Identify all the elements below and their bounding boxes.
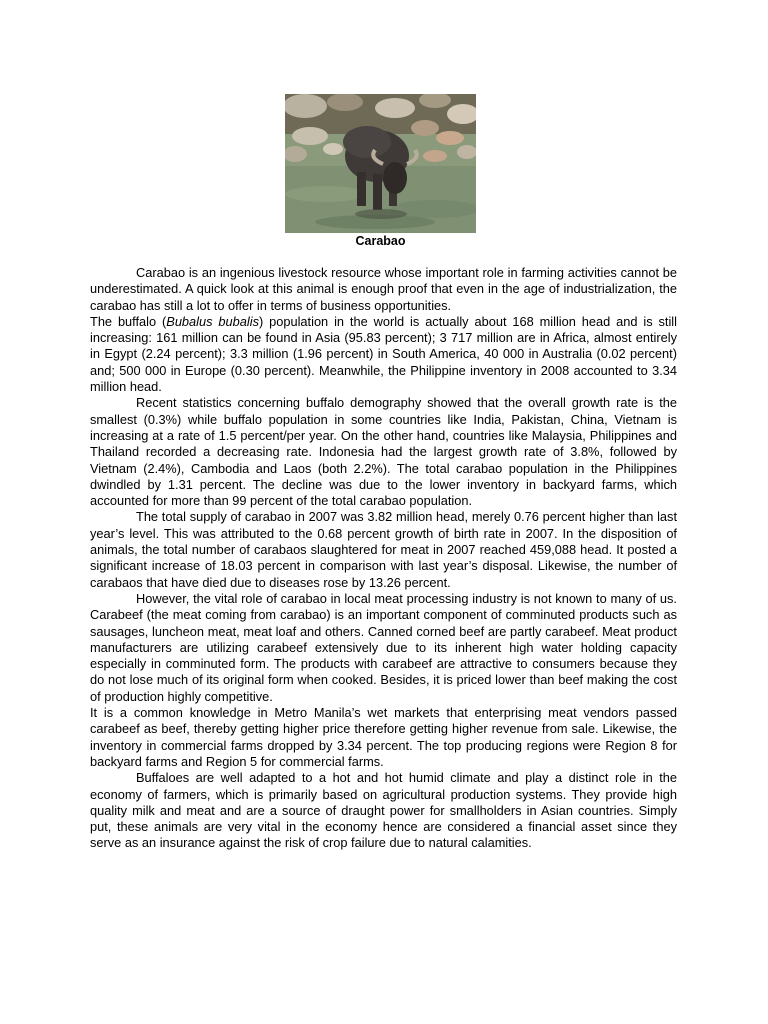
text-segment: ) population in the world is actually about 168 million head and is still increasing: 161 million can be found in Asia (95.83 percent); 3 717 million are in Africa, almost entirely in Egypt (2.24 percent); 3.3 million (1.96 percent) in South America, 40 000 in Australia (0.02 percent) and; 500 000 in Europe (0.30 percent). Meanwhile, the Philippine inventory in 2008 accounted to 3.34 million head. [90,313,677,395]
figure-caption: Carabao [355,234,406,248]
article-body [90,265,677,852]
text-segment: The buffalo ( [90,313,167,329]
scientific-name: Bubalus bubalis [166,313,259,329]
paragraph-wet-markets: It is a common knowledge in Metro Manila’s wet markets that enterprising meat vendors passed carabeef as beef, thereby getting higher price therefore getting higher revenue from sale. Likewise, the inventory in commercial farms dropped by 3.34 percent. The top producing regions were Region 8 for backyard farms and Region 5 for commercial farms. [90,705,677,769]
paragraph-carabeef: However, the vital role of carabao in local meat processing industry is not known to many of us. Carabeef (the meat coming from carabao) is an important component of comminuted products such as sausages, luncheon meat, meat loaf and others. Canned corned beef are partly carabeef. Meat product manufacturers are utilizing carabeef extensively due to its inherent high water holding capacity especially in comminuted form. The products with carabeef are attractive to consumers because they do not lose much of its original form when cooked. Besides, it is priced lower than beef making the cost of production highly competitive. [90,590,677,704]
paragraph-adaptation: Buffaloes are well adapted to a hot and hot humid climate and play a distinct role in the economy of farmers, which is primarily based on agricultural production systems. They provide high quality milk and meat and are a source of draught power for smallholders in Asian countries. Simply put, these animals are very vital in the economy hence are considered a financial asset since they serve as an insurance against the risk of crop failure due to natural calamities. [90,770,677,851]
paragraph-world-population [90,314,677,395]
paragraph-demography: Recent statistics concerning buffalo demography showed that the overall growth rate is the smallest (0.3%) while buffalo population in some countries like India, Pakistan, China, Vietnam is increasing at a rate of 1.5 percent/per year. On the other hand, countries like Malaysia, Philippines and Thailand recorded a decreasing rate. Indonesia had the largest growth rate of 3.8%, followed by Vietnam (2.4%), Cambodia and Laos (both 2.2%). The total carabao population in the Philippines dwindled by 1.31 percent. The decline was due to the lower inventory in backyard farms, which accounted for more than 99 percent of the total carabao population. [90,395,677,509]
carabao-photo [285,94,476,233]
paragraph-intro: Carabao is an ingenious livestock resource whose important role in farming activities cannot be underestimated. A quick look at this animal is enough proof that even in the age of industrialization, the carabao has still a lot to offer in terms of business opportunities. [90,265,677,313]
paragraph-supply: The total supply of carabao in 2007 was 3.82 million head, merely 0.76 percent higher than last year’s level. This was attributed to the 0.68 percent growth of birth rate in 2007. In the disposition of animals, the total number of carabaos slaughtered for meat in 2007 reached 459,088 head. It posted a significant increase of 18.03 percent in comparison with last year’s disposal. Likewise, the number of carabaos that have died due to diseases rose by 13.26 percent. [90,509,677,590]
